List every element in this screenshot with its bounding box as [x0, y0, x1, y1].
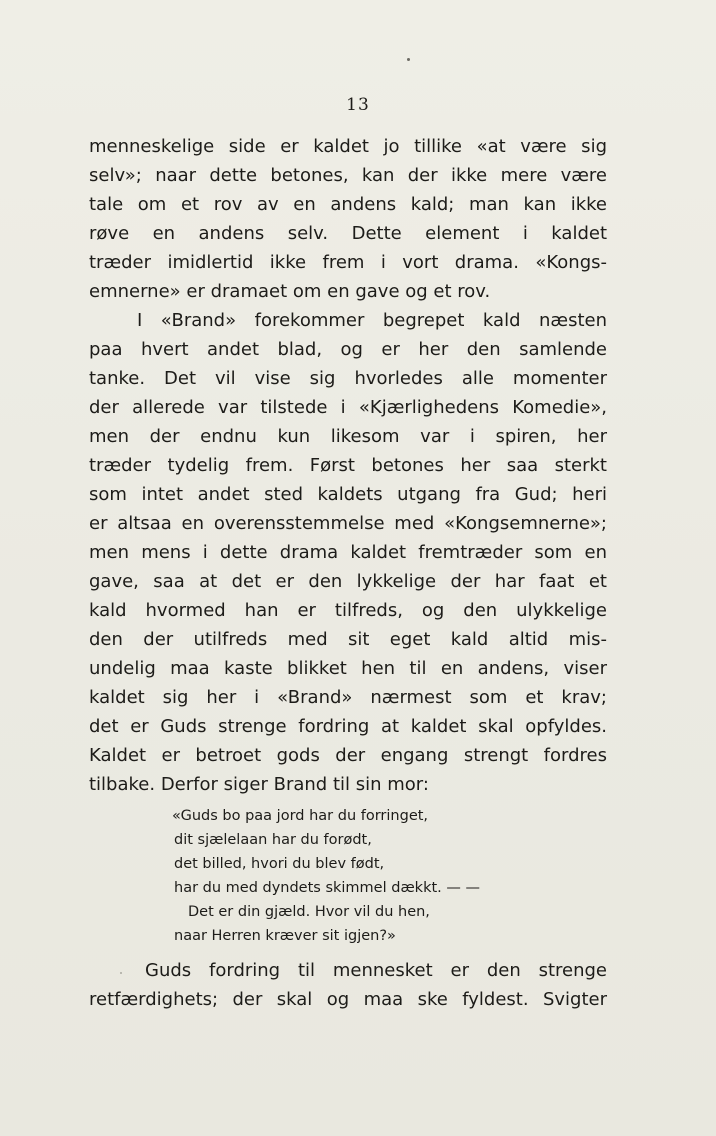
- text-line: kaldet sig her i «Brand» nærmest som et krav;: [89, 687, 607, 708]
- text-line: emnerne» er dramaet om en gave og et rov.: [89, 281, 491, 302]
- text-line: gave, saa at det er den lykkelige der har faat et: [89, 571, 607, 592]
- text-line: tale om et rov av en andens kald; man kan ikke: [89, 194, 607, 215]
- text-line: er altsaa en overensstemmelse med «Kongsemnerne»;: [89, 513, 607, 534]
- text-line: retfærdighets; der skal og maa ske fyldest. Svigter: [89, 989, 607, 1010]
- text-line: Guds fordring til mennesket er den strenge: [145, 960, 607, 981]
- verse-line: naar Herren kræver sit igjen?»: [174, 928, 396, 944]
- text-line: den der utilfreds med sit eget kald altid mis-: [89, 629, 607, 650]
- text-line: røve en andens selv. Dette element i kaldet: [89, 223, 607, 244]
- text-line: som intet andet sted kaldets utgang fra Gud; heri: [89, 484, 607, 505]
- verse-line: «Guds bo paa jord har du forringet,: [172, 808, 429, 824]
- text-line: I «Brand» forekommer begrepet kald næsten: [137, 310, 607, 331]
- verse-line: Det er din gjæld. Hvor vil du hen,: [188, 904, 430, 920]
- text-line: men der endnu kun likesom var i spiren, her: [89, 426, 607, 447]
- text-line: men mens i dette drama kaldet fremtræder som en: [89, 542, 607, 563]
- text-line: der allerede var tilstede i «Kjærlighedens Komedie»,: [89, 397, 607, 418]
- text-line: Kaldet er betroet gods der engang strengt fordres: [89, 745, 607, 766]
- text-line: tilbake. Derfor siger Brand til sin mor:: [89, 774, 429, 795]
- text-line: menneskelige side er kaldet jo tillike «at være sig: [89, 136, 607, 157]
- text-line: træder imidlertid ikke frem i vort drama. «Kongs-: [89, 252, 607, 273]
- text-line: paa hvert andet blad, og er her den samlende: [89, 339, 607, 360]
- page-number: 13: [346, 95, 370, 115]
- text-line: tanke. Det vil vise sig hvorledes alle momenter: [89, 368, 607, 389]
- verse-line: det billed, hvori du blev født,: [174, 856, 385, 872]
- text-line: kald hvormed han er tilfreds, og den ulykkelige: [89, 600, 607, 621]
- verse-line: dit sjælelaan har du forødt,: [174, 832, 372, 848]
- verse-line: har du med dyndets skimmel dækkt. — —: [174, 880, 480, 896]
- text-line: selv»; naar dette betones, kan der ikke mere være: [89, 165, 607, 186]
- paper-speck: [120, 972, 122, 974]
- paper-speck: [407, 58, 410, 61]
- text-line: træder tydelig frem. Først betones her saa sterkt: [89, 455, 607, 476]
- text-line: undelig maa kaste blikket hen til en andens, viser: [89, 658, 607, 679]
- text-line: det er Guds strenge fordring at kaldet skal opfyldes.: [89, 716, 607, 737]
